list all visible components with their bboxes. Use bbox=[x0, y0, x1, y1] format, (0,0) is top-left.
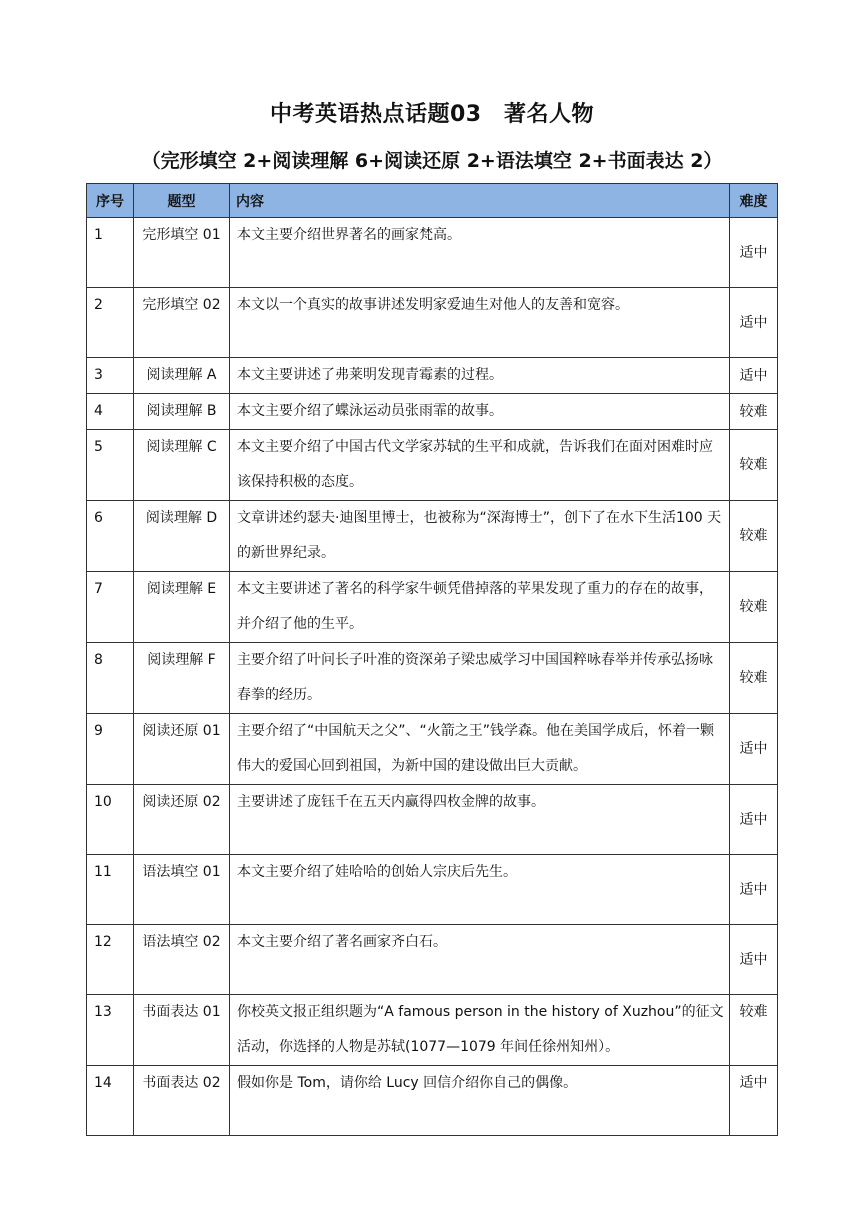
table-row bbox=[87, 218, 778, 288]
row-content: 本文主要介绍了著名画家齐白石。 bbox=[230, 925, 730, 995]
row-num: 9 bbox=[87, 714, 134, 785]
topic-table bbox=[86, 183, 778, 1136]
row-num: 7 bbox=[87, 572, 134, 643]
row-difficulty: 较难 bbox=[730, 643, 778, 714]
row-content: 主要讲述了庞钰千在五天内赢得四枚金牌的故事。 bbox=[230, 785, 730, 855]
table-row bbox=[87, 288, 778, 358]
row-difficulty: 适中 bbox=[730, 714, 778, 785]
row-content: 本文主要介绍了娃哈哈的创始人宗庆后先生。 bbox=[230, 855, 730, 925]
row-difficulty: 适中 bbox=[730, 288, 778, 358]
header-num: 序号 bbox=[87, 184, 134, 218]
table-header-row bbox=[87, 184, 778, 218]
row-difficulty: 适中 bbox=[730, 1066, 778, 1136]
row-type: 书面表达 02 bbox=[134, 1066, 230, 1136]
row-num: 10 bbox=[87, 785, 134, 855]
row-num: 3 bbox=[87, 358, 134, 394]
row-difficulty: 适中 bbox=[730, 218, 778, 288]
row-type: 语法填空 01 bbox=[134, 855, 230, 925]
row-difficulty: 较难 bbox=[730, 995, 778, 1066]
table-row bbox=[87, 643, 778, 714]
row-num: 4 bbox=[87, 394, 134, 430]
row-content: 本文主要介绍世界著名的画家梵高。 bbox=[230, 218, 730, 288]
row-num: 12 bbox=[87, 925, 134, 995]
row-content: 本文主要讲述了著名的科学家牛顿凭借掉落的苹果发现了重力的存在的故事，并介绍了他的生平。 bbox=[230, 572, 730, 643]
table-row bbox=[87, 501, 778, 572]
row-num: 8 bbox=[87, 643, 134, 714]
document-title: 中考英语热点话题03 著名人物 bbox=[269, 102, 595, 127]
table-row bbox=[87, 925, 778, 995]
table-row bbox=[87, 995, 778, 1066]
row-num: 1 bbox=[87, 218, 134, 288]
table-row bbox=[87, 572, 778, 643]
row-difficulty: 适中 bbox=[730, 785, 778, 855]
row-type: 书面表达 01 bbox=[134, 995, 230, 1066]
row-content: 主要介绍了叶问长子叶准的资深弟子梁忠威学习中国国粹咏春举并传承弘扬咏春拳的经历。 bbox=[230, 643, 730, 714]
row-num: 2 bbox=[87, 288, 134, 358]
table-row bbox=[87, 430, 778, 501]
header-difficulty: 难度 bbox=[730, 184, 778, 218]
header-type: 题型 bbox=[134, 184, 230, 218]
row-type: 完形填空 01 bbox=[134, 218, 230, 288]
row-content: 文章讲述约瑟夫·迪图里博士，也被称为“深海博士”，创下了在水下生活100 天的新世界纪录。 bbox=[230, 501, 730, 572]
row-content: 主要介绍了“中国航天之父”、“火箭之王”钱学森。他在美国学成后，怀着一颗伟大的爱国心回到祖国，为新中国的建设做出巨大贡献。 bbox=[230, 714, 730, 785]
row-difficulty: 适中 bbox=[730, 925, 778, 995]
row-type: 阅读理解 E bbox=[134, 572, 230, 643]
row-num: 14 bbox=[87, 1066, 134, 1136]
row-difficulty: 较难 bbox=[730, 572, 778, 643]
row-num: 13 bbox=[87, 995, 134, 1066]
row-type: 阅读还原 01 bbox=[134, 714, 230, 785]
row-content: 假如你是 Tom，请你给 Lucy 回信介绍你自己的偶像。 bbox=[230, 1066, 730, 1136]
row-num: 5 bbox=[87, 430, 134, 501]
row-type: 阅读还原 02 bbox=[134, 785, 230, 855]
row-num: 6 bbox=[87, 501, 134, 572]
table-row bbox=[87, 714, 778, 785]
row-difficulty: 适中 bbox=[730, 855, 778, 925]
row-type: 阅读理解 A bbox=[134, 358, 230, 394]
row-difficulty: 较难 bbox=[730, 430, 778, 501]
row-content: 你校英文报正组织题为“A famous person in the history of Xuzhou”的征文活动，你选择的人物是苏轼(1077—1079 年间任徐州知州）。 bbox=[230, 995, 730, 1066]
header-content: 内容 bbox=[230, 184, 730, 218]
row-type: 阅读理解 F bbox=[134, 643, 230, 714]
row-type: 语法填空 02 bbox=[134, 925, 230, 995]
table-row bbox=[87, 785, 778, 855]
row-content: 本文以一个真实的故事讲述发明家爱迪生对他人的友善和宽容。 bbox=[230, 288, 730, 358]
row-type: 阅读理解 D bbox=[134, 501, 230, 572]
row-content: 本文主要介绍了中国古代文学家苏轼的生平和成就，告诉我们在面对困难时应该保持积极的态度。 bbox=[230, 430, 730, 501]
row-type: 阅读理解 C bbox=[134, 430, 230, 501]
row-type: 完形填空 02 bbox=[134, 288, 230, 358]
table-row bbox=[87, 855, 778, 925]
row-type: 阅读理解 B bbox=[134, 394, 230, 430]
row-difficulty: 适中 bbox=[730, 358, 778, 394]
table-row bbox=[87, 358, 778, 394]
row-difficulty: 较难 bbox=[730, 501, 778, 572]
table-row bbox=[87, 394, 778, 430]
row-difficulty: 较难 bbox=[730, 394, 778, 430]
row-content: 本文主要讲述了弗莱明发现青霉素的过程。 bbox=[230, 358, 730, 394]
row-content: 本文主要介绍了蝶泳运动员张雨霏的故事。 bbox=[230, 394, 730, 430]
table-row bbox=[87, 1066, 778, 1136]
row-num: 11 bbox=[87, 855, 134, 925]
document-subtitle: （完形填空 2+阅读理解 6+阅读还原 2+语法填空 2+书面表达 2） bbox=[141, 150, 723, 172]
